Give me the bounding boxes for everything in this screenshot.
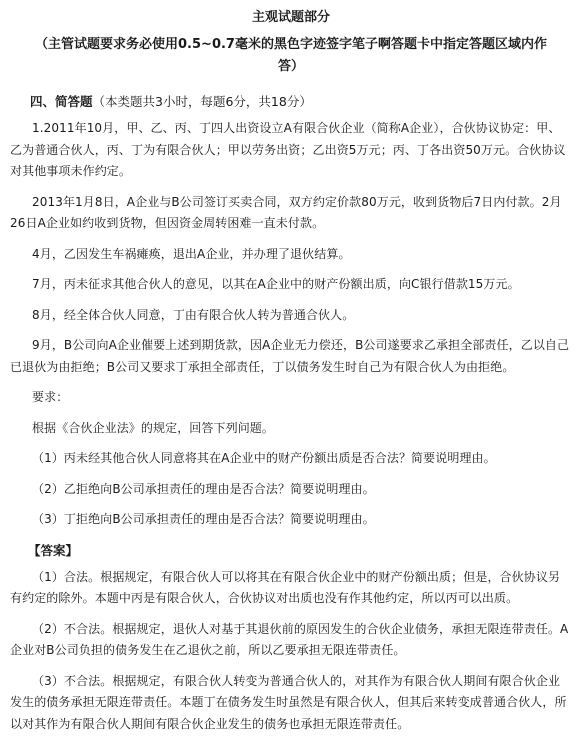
answer-item: （1）合法。根据规定，有限合伙人可以将其在有限合伙企业中的财产份额出质；但是，合伙协议另有约定的除外。本题中丙是有限合伙人，合伙协议对出质也没有作其他约定，所以丙可以出质。 — [10, 569, 561, 605]
requirement-intro: 根据《合伙企业法》的规定，回答下列问题。 — [32, 420, 275, 435]
section-heading: 四、简答题 — [30, 94, 93, 109]
answer-item: （2）不合法。根据规定，退伙人对基于其退伙前的原因发生的合伙企业债务，承担无限连带责任。A企业对B公司负担的债务发生在乙退伙之前，所以乙要承担无限连带责任。 — [10, 621, 569, 657]
case-paragraph: 7月，丙未征求其他合伙人的意见，以其在A企业中的财产份额出质，向C银行借款15万元。 — [32, 277, 520, 291]
case-paragraph: 1.2011年10月，甲、乙、丙、丁四人出资设立A有限合伙企业（简称A企业），合伙协议协定：甲、乙为普通合伙人，丙、丁为有限合伙人；甲以劳务出资；乙出资5万元；丙、丁各出资50万元。合伙协议对其他事项未作约定。 — [10, 121, 566, 178]
section-header — [10, 92, 572, 112]
page-title: 主观试题部分 — [251, 10, 330, 25]
case-paragraph: 4月，乙因发生车祸瘫痪，退出A企业，并办理了退伙结算。 — [32, 246, 351, 261]
section-note: （本类题共3小时，每题6分，共18分） — [92, 94, 312, 109]
question-item: （3）丁拒绝向B公司承担责任的理由是否合法？简要说明理由。 — [32, 512, 375, 526]
case-paragraph: 9月，B公司向A企业催要上述到期货款，因A企业无力偿还，B公司遂要求乙承担全部责任，乙以自己已退伙为由拒绝；B公司又要求丁承担全部责任，丁以债务发生时自己为有限合伙人为由拒绝。 — [10, 338, 570, 374]
requirement-label: 要求： — [32, 390, 69, 404]
answer-label: 【答案】 — [28, 542, 79, 558]
case-paragraph: 2013年1月8日，A企业与B公司签订买卖合同，双方约定价款80万元，收到货物后7日内付款。2月26日A企业如约收到货物，但因资金周转困难一直未付款。 — [10, 194, 562, 230]
answer-item: （3）不合法。根据规定，有限合伙人转变为普通合伙人的，对其作为有限合伙人期间有限合伙企业发生的债务承担无限连带责任。本题丁在债务发生时虽然是有限合伙人，但其后来转变成普通合伙人，所以对其作为有限合伙人期间有限合伙企业发生的债务也承担无限连带责任。 — [10, 673, 567, 731]
case-paragraph: 8月，经全体合伙人同意，丁由有限合伙人转为普通合伙人。 — [32, 307, 355, 322]
question-item: （2）乙拒绝向B公司承担责任的理由是否合法？简要说明理由。 — [32, 481, 375, 496]
instructions-subtitle: （主管试题要求务必使用0.5~0.7毫米的黑色字迹签字笔子啊答题卡中指定答题区域内作答） — [35, 37, 547, 74]
question-item: （1）丙未经其他合伙人同意将其在A企业中的财产份额出质是否合法？简要说明理由。 — [32, 451, 496, 465]
